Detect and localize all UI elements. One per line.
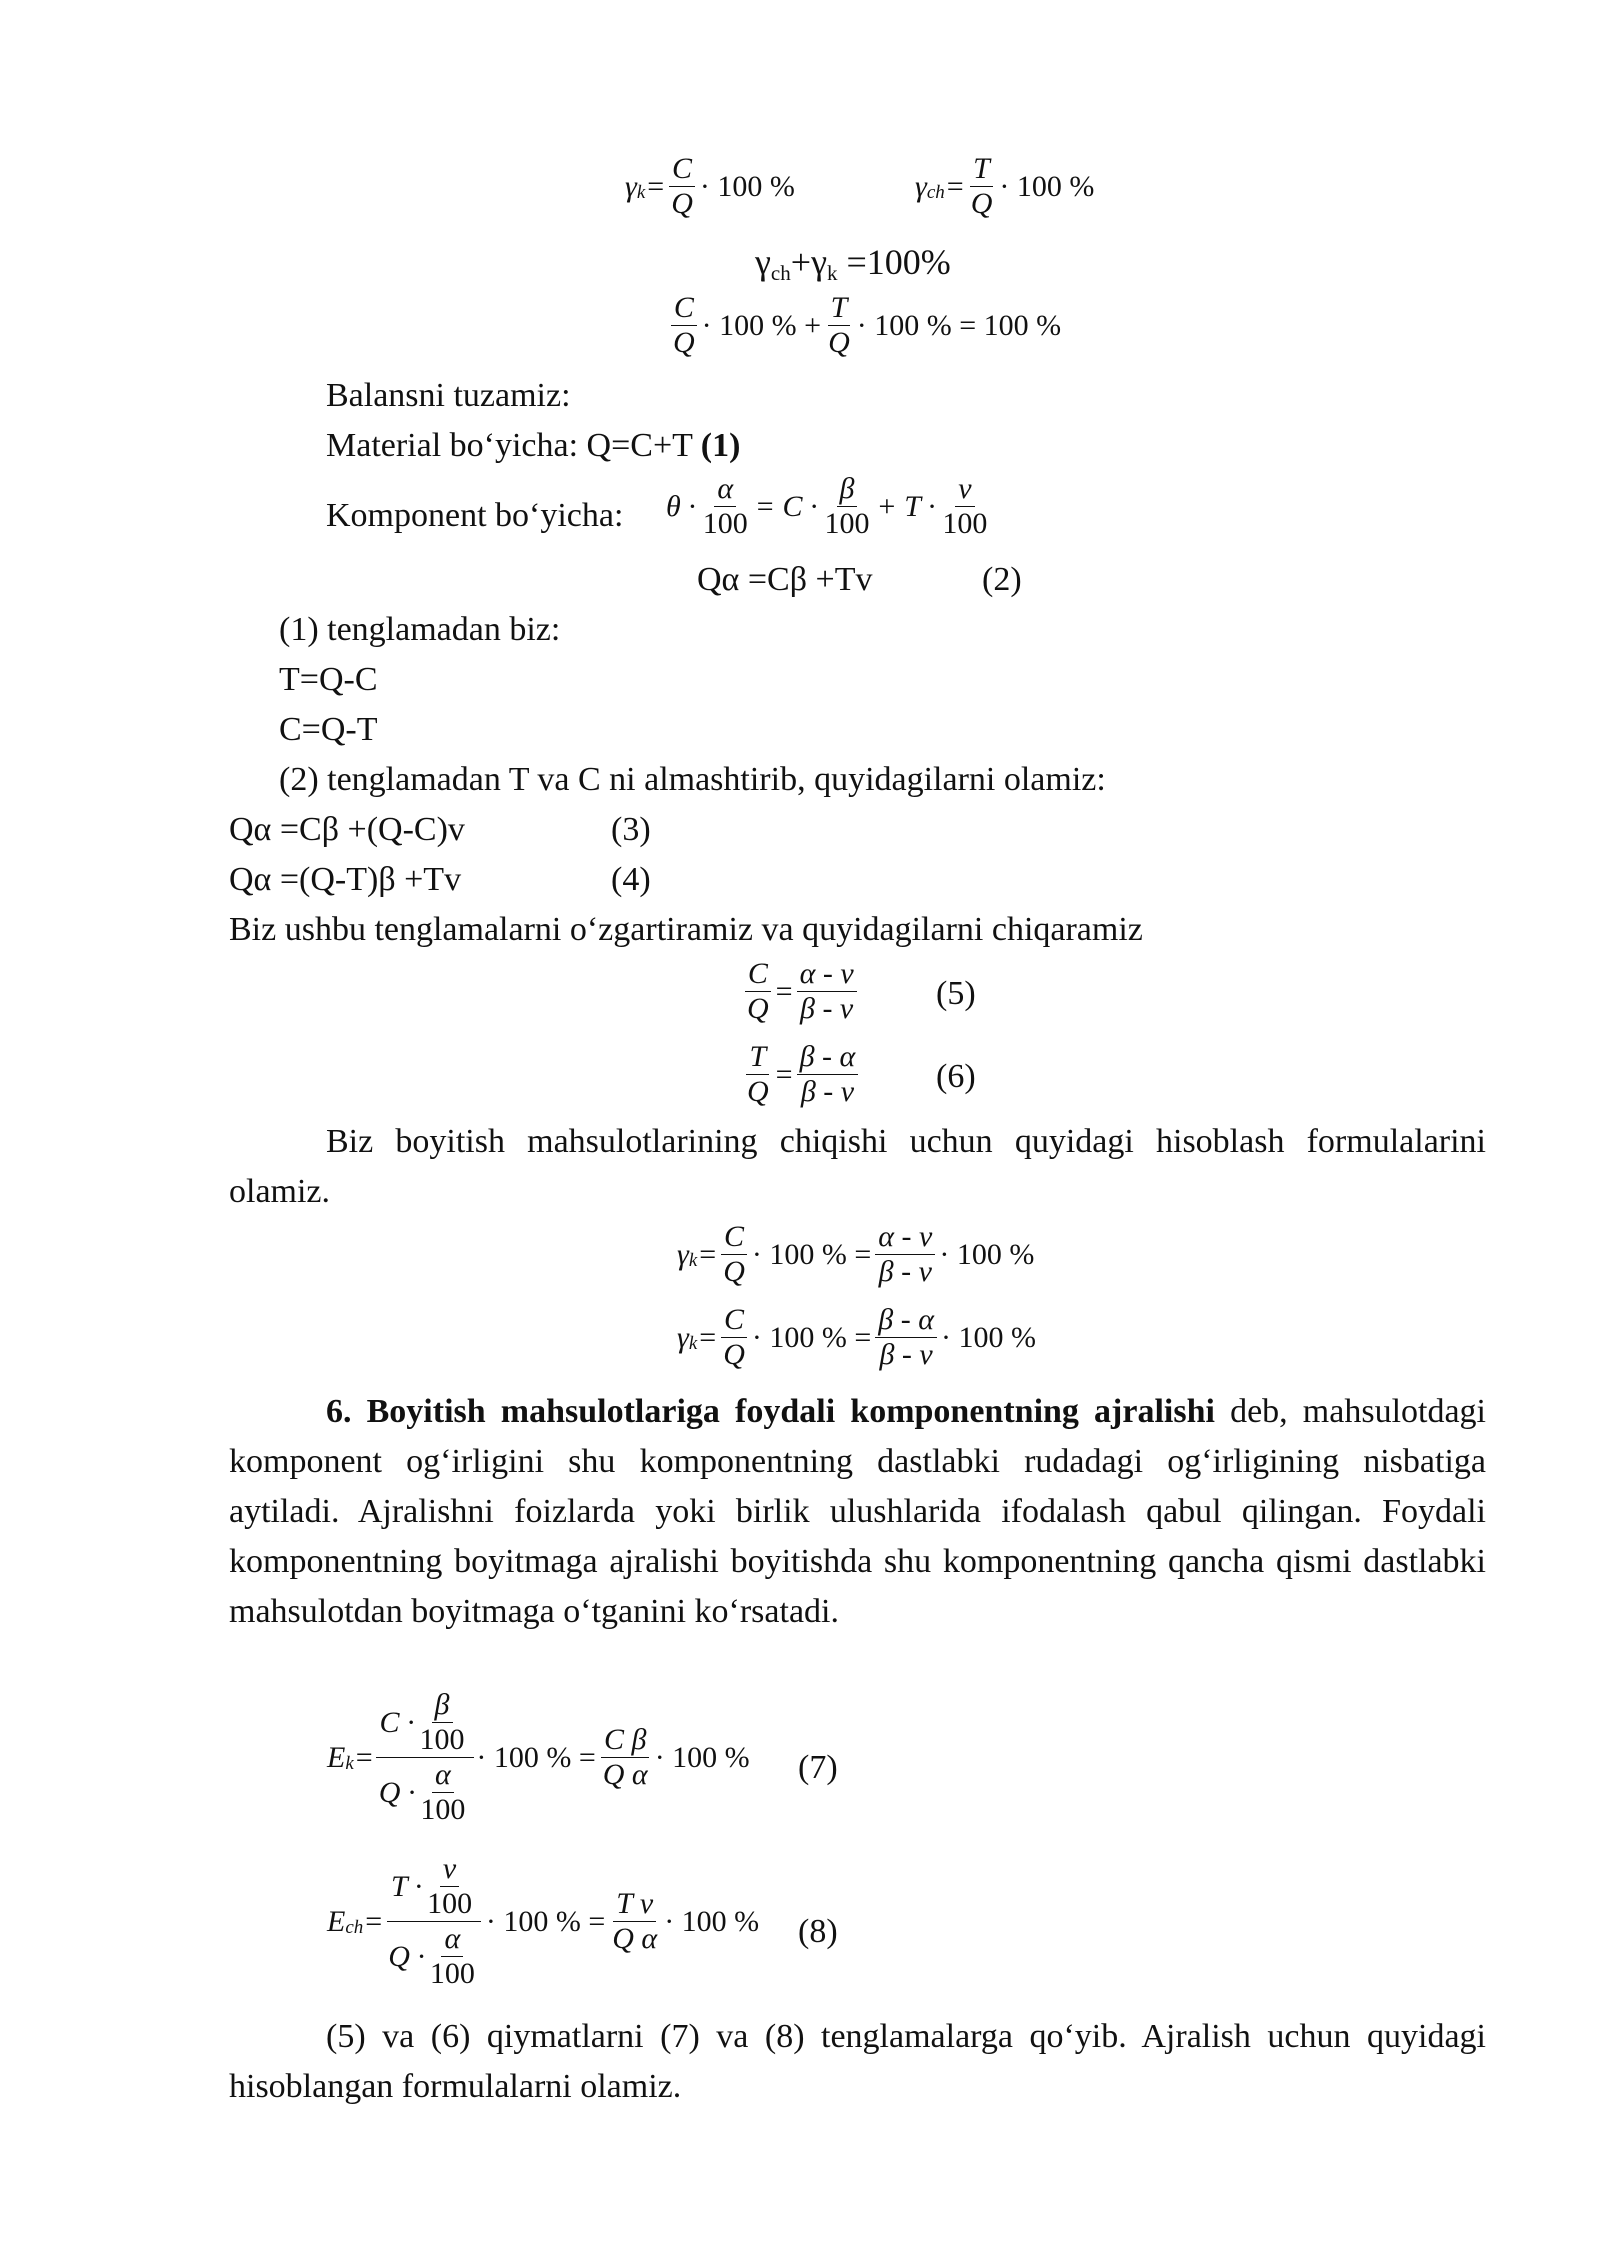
- equation-3: Qα =Cβ +(Q-C)v: [229, 811, 465, 848]
- formula-7: [327, 1688, 752, 1827]
- formula-6: [742, 1040, 860, 1109]
- formula-5: [742, 957, 859, 1026]
- t-dot: T ·: [390, 1869, 423, 1903]
- formula-gamma-ch: [915, 152, 1096, 221]
- symbol: γ: [811, 242, 827, 282]
- compound-fraction: [375, 1688, 475, 1827]
- equals: =: [775, 1057, 793, 1091]
- equation-number: (1): [700, 427, 741, 464]
- q-dot: Q ·: [388, 1939, 425, 1973]
- compound-numerator: [387, 1852, 481, 1922]
- compound-fraction: [384, 1852, 484, 1991]
- numerator: T: [828, 291, 851, 326]
- denominator: Q: [747, 1075, 769, 1108]
- material-balance: [326, 426, 740, 466]
- formula-component-balance: [664, 472, 992, 541]
- section-6-paragraph: [229, 1387, 1486, 1637]
- formula-gamma-sum: [755, 242, 951, 287]
- equals: =: [946, 169, 964, 203]
- denominator: Q: [671, 187, 693, 220]
- tail: · 100 %: [699, 169, 795, 203]
- fraction: [670, 291, 698, 360]
- equals-c: = C ·: [754, 489, 818, 523]
- theta: θ ·: [666, 489, 696, 523]
- formula-yield-k: [677, 1220, 1036, 1289]
- pct: · 100 %: [664, 1904, 760, 1938]
- fraction: [875, 1303, 937, 1372]
- numerator: T: [970, 152, 993, 187]
- fraction: [600, 1723, 651, 1792]
- pct-equals: · 100 % =: [476, 1740, 596, 1774]
- equation-8-number: (8): [798, 1913, 838, 1950]
- fraction: [417, 1688, 468, 1757]
- fraction: [744, 1040, 772, 1109]
- equation-4-number: (4): [611, 861, 651, 898]
- from-eq2: (2) tenglamadan T va C ni almashtirib, quyidagilarni olamiz:: [279, 761, 1106, 798]
- fraction: [609, 1887, 660, 1956]
- fraction: [825, 291, 853, 360]
- material-text: Material bo‘yicha: Q=C+T: [326, 427, 701, 464]
- plus-t: + T ·: [876, 489, 936, 523]
- fraction: [797, 957, 857, 1026]
- numerator: C: [721, 1220, 747, 1255]
- section-body: deb, mahsulotdagi komponent og‘irligini shu komponentning dastlabki rudadagi og‘irligining nisbatiga aytiladi. Ajralishni foizlarda yoki birlik ulushlarida ifodalash qabul qilingan. Foydali komponentning boyitmaga ajralishi boyitishda shu komponentning qancha qismi dastlabki mahsulotdan boyitmaga o‘tganini ko‘rsatadi.: [229, 1393, 1486, 1630]
- equation-2-number: (2): [982, 561, 1022, 598]
- fraction: [424, 1852, 475, 1921]
- numerator: α: [441, 1922, 463, 1957]
- numerator: C β: [601, 1723, 649, 1758]
- subscript: k: [826, 261, 838, 285]
- denominator: Q: [970, 187, 993, 220]
- numerator: C: [721, 1303, 747, 1338]
- fraction: [700, 472, 751, 541]
- final-paragraph: (5) va (6) qiymatlarni (7) va (8) tenglamalarga qo‘yib. Ajralish uchun quyidagi hisoblangan formulalarni olamiz.: [229, 2018, 1486, 2105]
- subscript: k: [688, 1249, 698, 1271]
- numerator: v: [955, 472, 974, 507]
- pct: · 100 %: [940, 1320, 1036, 1354]
- formula-yield-k-2: [677, 1303, 1038, 1372]
- from-eq1: (1) tenglamadan biz:: [279, 611, 561, 648]
- numerator: α: [432, 1758, 454, 1793]
- numerator: β: [837, 472, 858, 507]
- transform-text: Biz ushbu tenglamalarni o‘zgartiramiz va quyidagilarni chiqaramiz: [229, 911, 1143, 948]
- compound-numerator: [376, 1688, 474, 1758]
- denominator: Q α: [602, 1758, 648, 1791]
- subscript: ch: [926, 181, 945, 203]
- denominator: 100: [824, 507, 870, 540]
- numerator: T v: [613, 1887, 656, 1922]
- numerator: α - v: [875, 1220, 935, 1255]
- compound-denominator: [375, 1758, 475, 1827]
- symbol: γ: [915, 169, 927, 203]
- numerator: β - α: [875, 1303, 937, 1338]
- tail: · 100 %: [999, 169, 1095, 203]
- denominator: Q: [828, 326, 850, 359]
- subscript: k: [345, 1752, 354, 1774]
- balance-heading: Balansni tuzamiz:: [326, 377, 571, 414]
- denominator: β - v: [879, 1338, 933, 1371]
- equation-5-number: (5): [936, 975, 976, 1012]
- compound-denominator: [384, 1922, 484, 1991]
- denominator: β - v: [800, 992, 854, 1025]
- symbol: γ: [755, 242, 771, 282]
- denominator: Q: [723, 1255, 745, 1288]
- denominator: 100: [419, 1723, 465, 1756]
- symbol: γ: [677, 1320, 689, 1354]
- numerator: β - α: [797, 1040, 859, 1075]
- fraction: [668, 152, 696, 221]
- denominator: 100: [942, 507, 988, 540]
- equation-7-number: (7): [798, 1749, 838, 1786]
- numerator: v: [440, 1852, 459, 1887]
- fraction: [417, 1758, 468, 1827]
- fraction: [822, 472, 873, 541]
- pct: · 100 %: [654, 1740, 750, 1774]
- equals: =: [775, 974, 793, 1008]
- fraction: [968, 152, 996, 221]
- fraction: [720, 1220, 748, 1289]
- denominator: 100: [420, 1793, 466, 1826]
- c-dot: C ·: [379, 1705, 415, 1739]
- fraction: [720, 1303, 748, 1372]
- formula-8: [327, 1852, 761, 1991]
- fraction: [875, 1220, 935, 1289]
- subscript: ch: [345, 1916, 364, 1938]
- numerator: C: [745, 957, 771, 992]
- numerator: T: [746, 1040, 769, 1075]
- numerator: β: [432, 1688, 453, 1723]
- formula-gamma-k: [625, 152, 797, 221]
- denominator: 100: [427, 1887, 473, 1920]
- denominator: Q α: [612, 1922, 658, 1955]
- rhs: =100%: [837, 242, 951, 282]
- pct: · 100 %: [939, 1237, 1035, 1271]
- equation-2: Qα =Cβ +Tv: [697, 561, 873, 598]
- fraction: [797, 1040, 859, 1109]
- fraction: [427, 1922, 478, 1991]
- c-equation: C=Q-T: [279, 711, 378, 748]
- symbol: E: [327, 1740, 346, 1774]
- symbol: E: [327, 1904, 346, 1938]
- pct-equals: · 100 % =: [751, 1320, 872, 1354]
- denominator: β - v: [878, 1255, 932, 1288]
- equals: =: [647, 169, 665, 203]
- denominator: 100: [429, 1957, 475, 1990]
- fraction: [939, 472, 990, 541]
- formula-percent-sum: [668, 291, 1063, 360]
- equals: =: [355, 1740, 373, 1774]
- equation-4: Qα =(Q-T)β +Tv: [229, 861, 462, 898]
- symbol: γ: [625, 169, 637, 203]
- equation-3-number: (3): [611, 811, 651, 848]
- denominator: Q: [673, 326, 695, 359]
- denominator: Q: [723, 1338, 745, 1371]
- numerator: C: [671, 291, 697, 326]
- fraction: [744, 957, 772, 1026]
- plus: +: [790, 242, 812, 282]
- denominator: Q: [747, 992, 769, 1025]
- pct-equals: · 100 % =: [751, 1237, 872, 1271]
- section-title: 6. Boyitish mahsulotlariga foydali komponentning ajralishi: [326, 1393, 1215, 1430]
- component-balance-label: Komponent bo‘yicha:: [326, 497, 624, 534]
- tail: · 100 % = 100 %: [856, 308, 1062, 342]
- numerator: C: [669, 152, 695, 187]
- numerator: α - v: [797, 957, 857, 992]
- paragraph-yield: Biz boyitish mahsulotlarining chiqishi uchun quyidagi hisoblash formulalarini olamiz.: [229, 1123, 1486, 1210]
- t-equation: T=Q-C: [279, 661, 378, 698]
- pct-equals: · 100 % =: [485, 1904, 606, 1938]
- denominator: β - v: [800, 1075, 855, 1108]
- equals: =: [699, 1320, 717, 1354]
- equation-6-number: (6): [936, 1058, 976, 1095]
- numerator: α: [714, 472, 736, 507]
- subscript: k: [688, 1332, 698, 1354]
- equals: =: [365, 1904, 383, 1938]
- q-dot: Q ·: [378, 1775, 416, 1809]
- symbol: γ: [677, 1237, 689, 1271]
- subscript: k: [636, 181, 646, 203]
- denominator: 100: [702, 507, 748, 540]
- middle: · 100 % +: [701, 308, 822, 342]
- equals: =: [699, 1237, 717, 1271]
- subscript: ch: [770, 261, 791, 285]
